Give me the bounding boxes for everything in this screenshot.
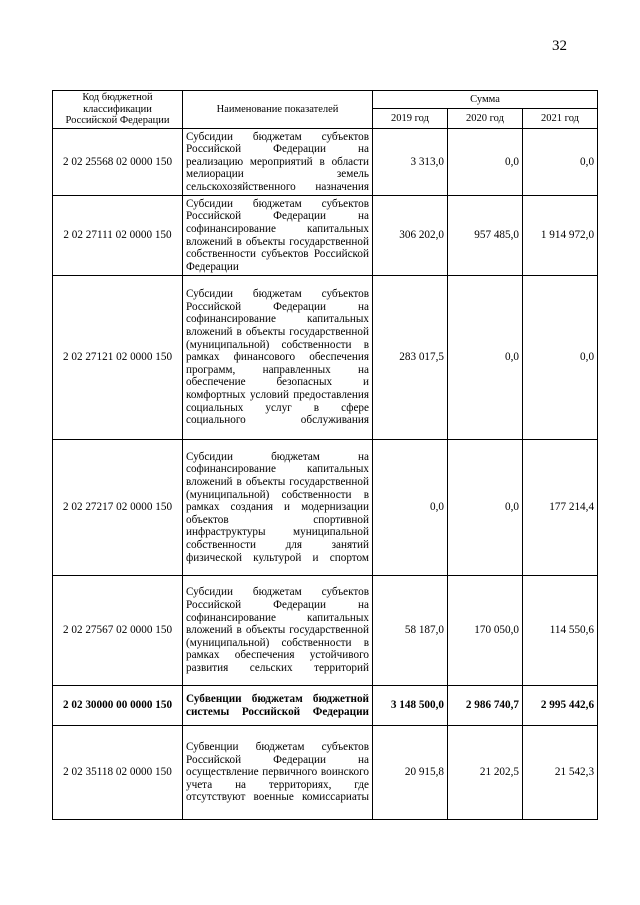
table-row: [53, 440, 598, 576]
header-2019: 2019 год: [373, 109, 448, 129]
row-value-2020: 957 485,0: [448, 196, 523, 276]
row-name: Субвенции бюджетам субъектов Российской Федерации на осуществление первичного воинского учета на территориях, где отсутствуют военные комиссариаты: [183, 726, 373, 820]
row-value-2021: 114 550,6: [523, 576, 598, 686]
row-value-2020: 0,0: [448, 129, 523, 196]
row-value-2020: 21 202,5: [448, 726, 523, 820]
row-value-2021: 21 542,3: [523, 726, 598, 820]
header-2021: 2021 год: [523, 109, 598, 129]
row-code: 2 02 27567 02 0000 150: [53, 576, 183, 686]
row-code: 2 02 27111 02 0000 150: [53, 196, 183, 276]
row-value-2021: 0,0: [523, 276, 598, 440]
row-value-2021: 0,0: [523, 129, 598, 196]
header-sum: Сумма: [373, 91, 598, 109]
row-value-2019: 58 187,0: [373, 576, 448, 686]
row-name: Субвенции бюджетам бюджетной системы Российской Федерации: [183, 686, 373, 726]
row-code: 2 02 27121 02 0000 150: [53, 276, 183, 440]
row-value-2020: 0,0: [448, 440, 523, 576]
row-value-2021: 177 214,4: [523, 440, 598, 576]
row-value-2019: 20 915,8: [373, 726, 448, 820]
row-value-2019: 3 148 500,0: [373, 686, 448, 726]
row-name: Субсидии бюджетам субъектов Российской Федерации на реализацию мероприятий в области мелиорации земель сельскохозяйственного назначения: [183, 129, 373, 196]
table-row: [53, 129, 598, 196]
page-number: 32: [552, 38, 567, 54]
row-name: Субсидии бюджетам субъектов Российской Федерации на софинансирование капитальных вложений в объекты государственной (муниципальной) собственности в рамках обеспечения устойчивого развития сельских территорий: [183, 576, 373, 686]
row-value-2019: 3 313,0: [373, 129, 448, 196]
row-value-2020: 2 986 740,7: [448, 686, 523, 726]
table-row: [53, 726, 598, 820]
row-name: Субсидии бюджетам субъектов Российской Федерации на софинансирование капитальных вложений в объекты государственной собственности субъектов Российской Федерации: [183, 196, 373, 276]
row-name: Субсидии бюджетам субъектов Российской Федерации на софинансирование капитальных вложений в объекты государственной (муниципальной) собственности в рамках финансового обеспечения программ, направленных на обеспечение безопасных и комфортных условий предоставления социальных услуг в сфере социального обслуживания: [183, 276, 373, 440]
table-row: [53, 576, 598, 686]
row-value-2021: 1 914 972,0: [523, 196, 598, 276]
table-row: [53, 196, 598, 276]
row-name: Субсидии бюджетам на софинансирование капитальных вложений в объекты государственной (муниципальной) собственности в рамках создания и модернизации объектов спортивной инфраструктуры муниципальной собственности для занятий физической культурой и спортом: [183, 440, 373, 576]
budget-table: [52, 90, 598, 820]
row-code: 2 02 30000 00 0000 150: [53, 686, 183, 726]
header-2020: 2020 год: [448, 109, 523, 129]
table-row-total: [53, 686, 598, 726]
row-value-2019: 0,0: [373, 440, 448, 576]
row-code: 2 02 35118 02 0000 150: [53, 726, 183, 820]
row-value-2020: 170 050,0: [448, 576, 523, 686]
table-row: [53, 276, 598, 440]
row-value-2019: 306 202,0: [373, 196, 448, 276]
row-code: 2 02 25568 02 0000 150: [53, 129, 183, 196]
row-code: 2 02 27217 02 0000 150: [53, 440, 183, 576]
header-name: Наименование показателей: [183, 91, 373, 129]
row-value-2021: 2 995 442,6: [523, 686, 598, 726]
header-code: Код бюджетной классификации Российской Федерации: [53, 91, 183, 129]
row-value-2020: 0,0: [448, 276, 523, 440]
table-body: [53, 129, 598, 820]
row-value-2019: 283 017,5: [373, 276, 448, 440]
